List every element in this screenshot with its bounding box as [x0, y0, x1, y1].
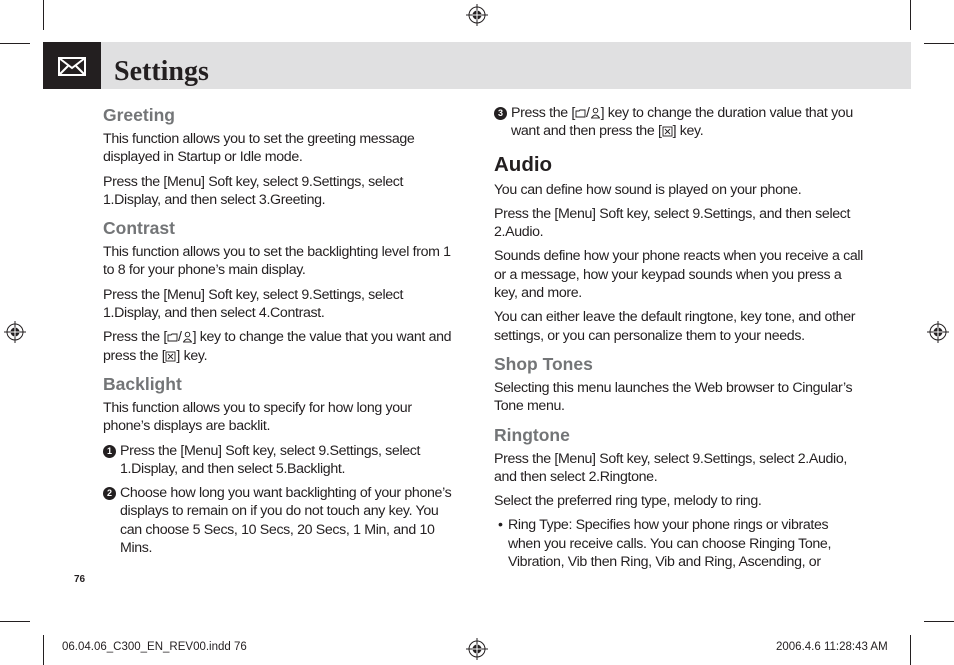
- crop-mark: [910, 0, 911, 30]
- step-text: Press the [Menu] Soft key, select 9.Settings, select 1.Display, and then select 5.Backlight.: [120, 442, 421, 477]
- shop-tones-heading: Shop Tones: [494, 353, 593, 374]
- envelope-icon: [43, 42, 101, 89]
- list-item: [494, 516, 864, 571]
- crop-mark: [910, 635, 911, 665]
- right-column: [494, 104, 864, 577]
- audio-sounds-info: Sounds define how your phone reacts when you receive a call or a message, how your keypad sounds when you press a key, and more.: [494, 248, 863, 302]
- ok-key-icon: [662, 126, 673, 137]
- ringtone-heading: Ringtone: [494, 424, 570, 445]
- backlight-heading: Backlight: [103, 373, 182, 394]
- footer-timestamp: 2006.4.6 11:28:43 AM: [776, 641, 888, 653]
- text-fragment: /: [585, 105, 590, 121]
- greeting-section: [103, 105, 459, 209]
- crop-mark: [0, 43, 30, 44]
- crop-mark: [924, 621, 954, 622]
- registration-mark-icon: [466, 4, 488, 26]
- audio-section: [494, 153, 864, 345]
- header-icon-box: [43, 42, 101, 89]
- contrast-description: This function allows you to set the backlighting level from 1 to 8 for your phone’s main display.: [103, 244, 451, 279]
- step-number-badge: 2: [103, 487, 116, 500]
- step-item: [103, 442, 459, 479]
- text-fragment: /: [177, 329, 182, 346]
- audio-instructions: Press the [Menu] Soft key, select 9.Settings, and then select 2.Audio.: [494, 205, 851, 241]
- crop-mark: [924, 43, 954, 44]
- text-fragment: ] key to change the value that you want and press the [: [103, 329, 452, 364]
- audio-description: You can define how sound is played on your phone.: [494, 181, 802, 198]
- step-number-badge: 1: [103, 445, 116, 458]
- crop-mark: [0, 621, 30, 622]
- page-title: Settings: [114, 56, 209, 87]
- text-fragment: Press the [: [103, 329, 167, 346]
- crop-mark: [43, 635, 44, 665]
- contrast-key-instructions: [103, 328, 459, 365]
- nav-up-down-key-icon: [575, 108, 586, 119]
- text-fragment: ] key to change the duration value that you want and then press the [: [511, 105, 853, 140]
- footer-file-name: 06.04.06_C300_EN_REV00.indd 76: [62, 641, 247, 653]
- ok-key-icon: [165, 351, 176, 362]
- bullet-text: Ring Type: Specifies how your phone rings or vibrates when you receive calls. You can choose Ringing Tone, Vibration, Vib then Ring, Vib and Ring, Ascending, or: [508, 517, 832, 571]
- crop-mark: [43, 0, 44, 30]
- registration-mark-icon: [466, 638, 488, 660]
- greeting-instructions: Press the [Menu] Soft key, select 9.Settings, select 1.Display, and then select 3.Greeting.: [103, 173, 404, 208]
- step-item: [103, 484, 459, 557]
- nav-up-down-key-icon: [590, 107, 601, 119]
- step-item: [494, 104, 864, 141]
- contrast-section: [103, 218, 459, 365]
- page-number: 76: [74, 574, 86, 585]
- registration-mark-icon: [927, 321, 949, 343]
- text-fragment: Press the [: [511, 105, 575, 121]
- step-text: Choose how long you want backlighting of your phone’s displays to remain on if you do not touch any key. You can choose 5 Secs, 10 Secs, 20 Secs, 1 Min, and 10 Mins.: [120, 485, 452, 557]
- bullet-symbol: •: [498, 517, 503, 534]
- greeting-heading: Greeting: [103, 105, 175, 125]
- ringtone-section: [494, 425, 864, 572]
- ringtone-select-info: Select the preferred ring type, melody to ring.: [494, 493, 762, 510]
- shop-tones-section: [494, 354, 864, 416]
- backlight-section: [103, 374, 459, 557]
- audio-personalize-info: You can either leave the default ringtone, key tone, and other settings, or you can personalize them to your needs.: [494, 309, 856, 344]
- nav-up-down-key-icon: [182, 331, 193, 343]
- text-fragment: ] key.: [672, 123, 704, 140]
- greeting-description: This function allows you to set the greeting message displayed in Startup or Idle mode.: [103, 131, 415, 166]
- nav-up-down-key-icon: [167, 332, 178, 343]
- contrast-heading: Contrast: [103, 218, 175, 239]
- ringtone-instructions: Press the [Menu] Soft key, select 9.Settings, select 2.Audio, and then select 2.Ringtone.: [494, 450, 847, 485]
- shop-tones-description: Selecting this menu launches the Web browser to Cingular’s Tone menu.: [494, 379, 853, 415]
- backlight-description: This function allows you to specify for how long your phone’s displays are backlit.: [103, 399, 412, 435]
- registration-mark-icon: [4, 321, 26, 343]
- contrast-instructions: Press the [Menu] Soft key, select 9.Settings, select 1.Display, and then select 4.Contrast.: [103, 286, 404, 322]
- audio-heading: Audio: [494, 152, 553, 176]
- step-number-badge: 3: [494, 107, 507, 120]
- text-fragment: ] key.: [176, 347, 208, 364]
- left-column: [103, 104, 459, 563]
